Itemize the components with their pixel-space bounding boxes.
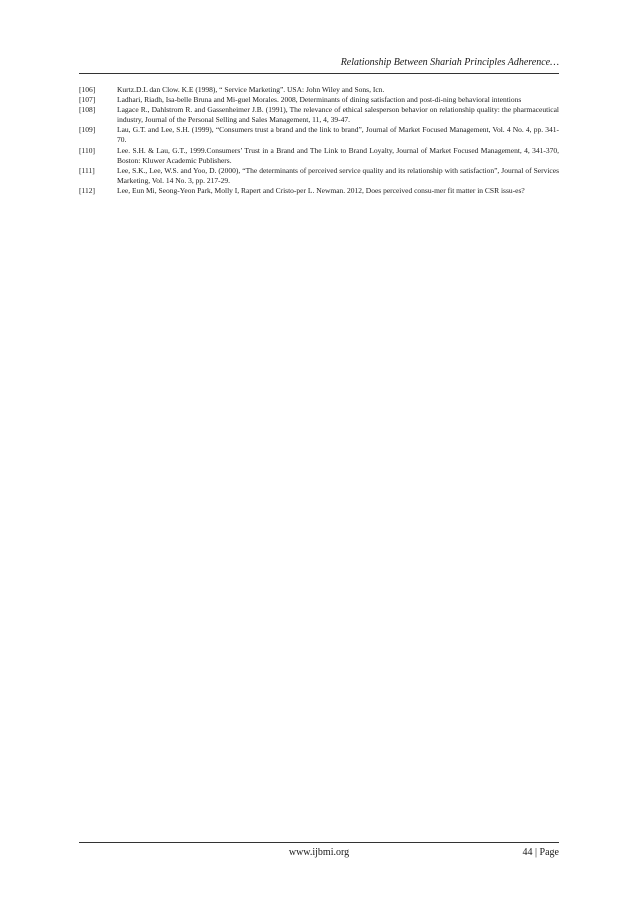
reference-item [79, 166, 559, 186]
page-number: 44 | Page [522, 847, 559, 858]
reference-number: [107] [79, 95, 96, 105]
reference-item [79, 146, 559, 166]
reference-item [79, 105, 559, 125]
reference-item [79, 95, 559, 105]
reference-text: Lee. S.H. & Lau, G.T., 1999.Consumers’ Trust in a Brand and The Link to Brand Loyalty, Journal of Market Focused Management, 4, 341-370, Boston: Kluwer Academic Publishers. [117, 145, 559, 165]
reference-text: Lee, S.K., Lee, W.S. and Yoo, D. (2000), “The determinants of perceived service quality and its relationship with satisfaction”, Journal of Services Marketing, Vol. 14 No. 3, pp. 217-29. [117, 165, 559, 185]
reference-item [79, 186, 559, 196]
reference-number: [106] [79, 85, 96, 94]
reference-text: Lau, G.T. and Lee, S.H. (1999), “Consumers trust a brand and the link to brand”, Journal of Market Focused Management, Vol. 4 No. 4, pp. 341-70. [117, 125, 559, 145]
reference-text: Lee, Eun Mi, Seong-Yeon Park, Molly I, Rapert and Cristo-per L. Newman. 2012, Does perceived consu-mer fit matter in CSR issu-es? [117, 185, 525, 195]
header-divider [79, 73, 559, 74]
reference-list [79, 85, 559, 196]
reference-number: [110] [79, 145, 95, 155]
reference-text: Lagace R., Dahlstrom R. and Gassenheimer J.B. (1991), The relevance of ethical salesperson behavior on relationship quality: the pharmaceutical industry, Journal of the Personal Selling and Sales Management, 11, 4, 39-47. [117, 105, 559, 125]
reference-number: [109] [79, 125, 96, 135]
reference-number: [112] [79, 185, 95, 195]
reference-number: [111] [79, 165, 95, 175]
reference-number: [108] [79, 105, 96, 115]
running-header: Relationship Between Shariah Principles Adherence… [340, 57, 559, 68]
reference-text: Ladhari, Riadh, Isa-belle Bruna and Mi-guel Morales. 2008, Determinants of dining satisfaction and post-di-ning behavioral intentions [117, 95, 522, 105]
footer-link[interactable]: www.ijbmi.org [288, 847, 350, 858]
reference-text: Kurtz.D.L dan Clow. K.E (1998), “ Service Marketing”. USA: John Wiley and Sons, Icn. [117, 85, 385, 94]
reference-item [79, 85, 559, 95]
reference-item [79, 125, 559, 145]
footer-divider [79, 842, 559, 843]
